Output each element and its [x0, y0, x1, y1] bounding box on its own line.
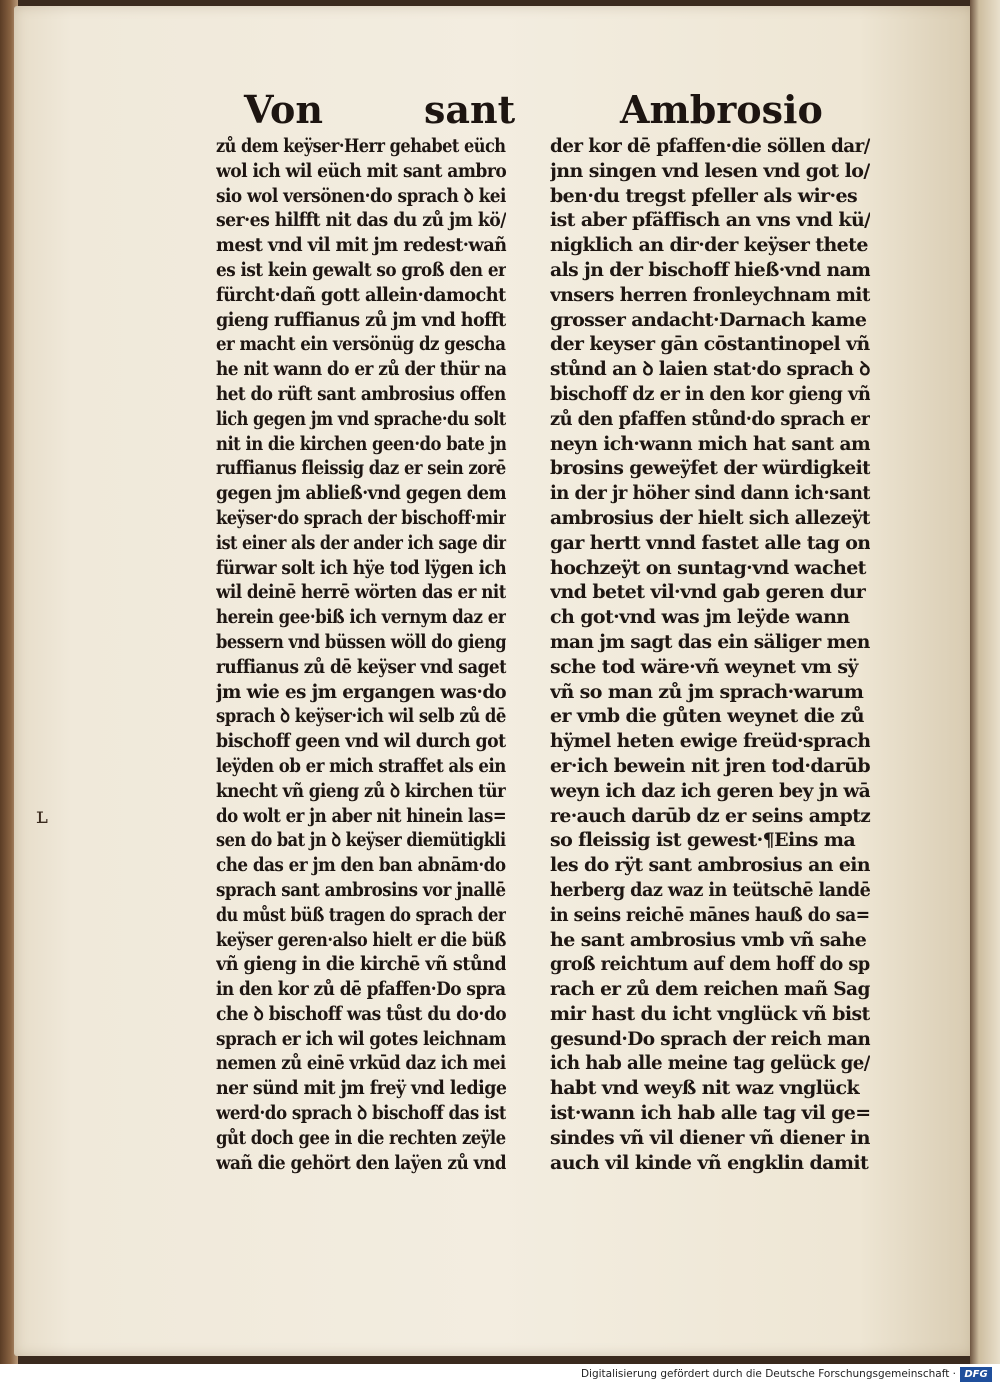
text-line: vñ gieng in die kirchē vñ stůnd: [216, 953, 506, 976]
text-line: groß reichtum auf dem hoff do sp: [550, 953, 870, 976]
text-line: les do rÿt sant ambrosius an ein: [550, 854, 871, 877]
text-line: gieng ruffianus zů jm vnd hofft: [216, 308, 506, 331]
text-column-right: [550, 134, 870, 1175]
heading-word: sant: [424, 87, 516, 132]
text-line: sprach er ich wil gotes leichnam: [216, 1027, 506, 1050]
text-line: brosins geweÿfet der würdigkeit: [550, 457, 871, 480]
text-line: wañ die gehört den laÿen zů vnd: [216, 1151, 506, 1174]
text-line: gegen jm abließ·vnd gegen dem: [216, 482, 507, 505]
text-column-left: [216, 134, 506, 1175]
text-line: che das er jm den ban abnām·do: [216, 854, 506, 877]
text-line: der keyser gān cōstantinopel vñ: [550, 333, 870, 356]
running-heading: [0, 86, 1000, 134]
text-line: ruffianus fleissig daz er sein zorē: [216, 457, 506, 480]
text-line: habt vnd weyß nit waz vnglück: [550, 1077, 860, 1100]
text-line: fürwar solt ich hÿe tod lÿgen ich: [216, 556, 506, 579]
text-line: er macht ein versönüg dz gescha: [216, 333, 506, 356]
text-line: ist aber pfäffisch an vns vnd kü/: [550, 209, 871, 232]
text-line: es ist kein gewalt so groß den er: [216, 258, 507, 281]
funding-notice: Digitalisierung gefördert durch die Deutsche Forschungsgemeinschaft ·: [580, 1368, 956, 1380]
text-line: in der jr höher sind dann ich·sant: [550, 482, 871, 505]
text-line: ch got·vnd was jm leÿde wann: [550, 606, 850, 629]
text-line: che ꝺ bischoff was tůst du do·do: [216, 1002, 507, 1025]
text-line: re·auch darūb dz er seins amptz: [550, 804, 871, 827]
text-line: er vmb die gůten weynet die zů: [550, 705, 864, 728]
text-line: gar hertt vnnd fastet alle tag on: [550, 531, 871, 554]
text-line: sche tod wäre·vñ weynet vm sÿ: [550, 655, 858, 678]
footer-bar: [0, 1364, 1000, 1386]
text-line: sprach ꝺ keÿser·ich wil selb zů dē: [216, 705, 506, 728]
text-line: jm wie es jm ergangen was·do: [216, 680, 506, 703]
text-line: het do rüft sant ambrosius offen: [216, 382, 506, 405]
text-line: herberg daz waz in teütschē landē: [550, 878, 871, 901]
text-line: auch vil kinde vñ engklin damit: [550, 1151, 869, 1174]
text-line: vnsers herren fronleychnam mit: [550, 283, 870, 306]
text-line: vnd betet vil·vnd gab geren dur: [550, 581, 866, 604]
text-line: sprach sant ambrosins vor jnallē: [216, 878, 506, 901]
dfg-logo-icon: DFG: [960, 1367, 992, 1382]
text-line: grosser andacht·Darnach kame: [550, 308, 867, 331]
text-line: keÿser·do sprach der bischoff·mir: [216, 506, 507, 529]
text-line: rach er zů dem reichen mañ Sag: [550, 978, 870, 1001]
heading-word: Ambrosio: [620, 87, 823, 132]
text-line: mir hast du icht vnglück vñ bist: [550, 1002, 870, 1025]
text-line: leÿden ob er mich straffet als ein: [216, 754, 506, 777]
text-line: man jm sagt das ein säliger men: [550, 630, 870, 653]
text-line: wol ich wil eüch mit sant ambro: [216, 159, 507, 182]
text-line: jnn singen vnd lesen vnd got lo/: [550, 159, 870, 182]
text-line: ser·es hilfft nit das du zů jm kö/: [216, 209, 506, 232]
text-line: du můst büß tragen do sprach der: [216, 903, 506, 926]
text-line: mest vnd vil mit jm redest·wañ: [216, 234, 507, 257]
text-line: ruffianus zů dē keÿser vnd saget: [216, 655, 507, 678]
text-line: er·ich bewein nit jren tod·darūb: [550, 754, 870, 777]
text-line: fürcht·dañ gott allein·damocht: [216, 283, 506, 306]
text-line: do wolt er jn aber nit hinein las=: [216, 804, 506, 827]
text-line: bischoff geen vnd wil durch got: [216, 730, 506, 753]
text-line: bischoff dz er in den kor gieng vñ: [550, 382, 871, 405]
text-line: nigklich an dir·der keÿser thete: [550, 234, 868, 257]
text-line: nit in die kirchen geen·do bate jn: [216, 432, 507, 455]
text-line: ben·du tregst pfeller als wir·es: [550, 184, 858, 207]
text-line: vñ so man zů jm sprach·warum: [550, 680, 864, 703]
text-line: sindes vñ vil diener vñ diener in: [550, 1126, 870, 1149]
text-line: gůt doch gee in die rechten zeÿle: [216, 1126, 506, 1149]
text-line: werd·do sprach ꝺ bischoff das ist: [216, 1102, 506, 1125]
heading-word: Von: [244, 87, 323, 132]
text-line: zů dem keÿser·Herr gehabet eüch: [216, 135, 506, 157]
text-line: bessern vnd büssen wöll do gieng: [216, 630, 507, 653]
text-line: zů den pfaffen stůnd·do sprach er: [550, 407, 870, 430]
text-line: herein gee·biß ich vernym daz er: [216, 606, 506, 629]
text-line: ner sünd mit jm freÿ vnd ledige: [216, 1077, 507, 1100]
text-line: he sant ambrosius vmb vñ sahe: [550, 928, 867, 951]
text-line: lich gegen jm vnd sprache·du solt: [216, 407, 506, 430]
text-line: he nit wann do er zů der thür na: [216, 358, 507, 381]
text-line: hochzeÿt on suntag·vnd wachet: [550, 556, 866, 579]
text-line: ich hab alle meine tag gelück ge/: [550, 1052, 870, 1075]
text-line: stůnd an ꝺ laien stat·do sprach ꝺ: [550, 358, 870, 381]
text-line: neyn ich·wann mich hat sant am: [550, 432, 871, 455]
text-line: als jn der bischoff hieß·vnd nam: [550, 258, 871, 281]
text-line: ist einer als der ander ich sage dir: [216, 531, 507, 554]
text-line: ist·wann ich hab alle tag vil ge=: [550, 1102, 871, 1125]
margin-mark-icon: ʟ: [36, 804, 48, 829]
text-line: hÿmel heten ewige freüd·sprach: [550, 730, 871, 753]
text-line: ambrosius der hielt sich allezeÿt: [550, 506, 870, 529]
text-line: sen do bat jn ꝺ keÿser diemütigkli: [216, 829, 506, 852]
text-line: gesund·Do sprach der reich man: [550, 1027, 871, 1050]
text-line: nemen zů einē vrkūd daz ich mei: [216, 1052, 506, 1075]
adjacent-page-edge: [970, 0, 1000, 1364]
text-line: in seins reichē mānes hauß do sa=: [550, 903, 870, 926]
text-line: knecht vñ gieng zů ꝺ kirchen tür: [216, 779, 506, 802]
text-line: sio wol versönen·do sprach ꝺ kei: [216, 184, 506, 207]
text-line: in den kor zů dē pfaffen·Do spra: [216, 978, 506, 1001]
text-line: so fleissig ist gewest·¶Eins ma: [550, 829, 856, 852]
text-line: keÿser geren·also hielt er die büß: [216, 928, 506, 951]
text-line: wil deinē herrē wörten das er nit: [216, 581, 506, 604]
text-line: der kor dē pfaffen·die söllen dar/: [550, 135, 870, 157]
text-line: weyn ich daz ich geren bey jn wā: [550, 779, 871, 802]
